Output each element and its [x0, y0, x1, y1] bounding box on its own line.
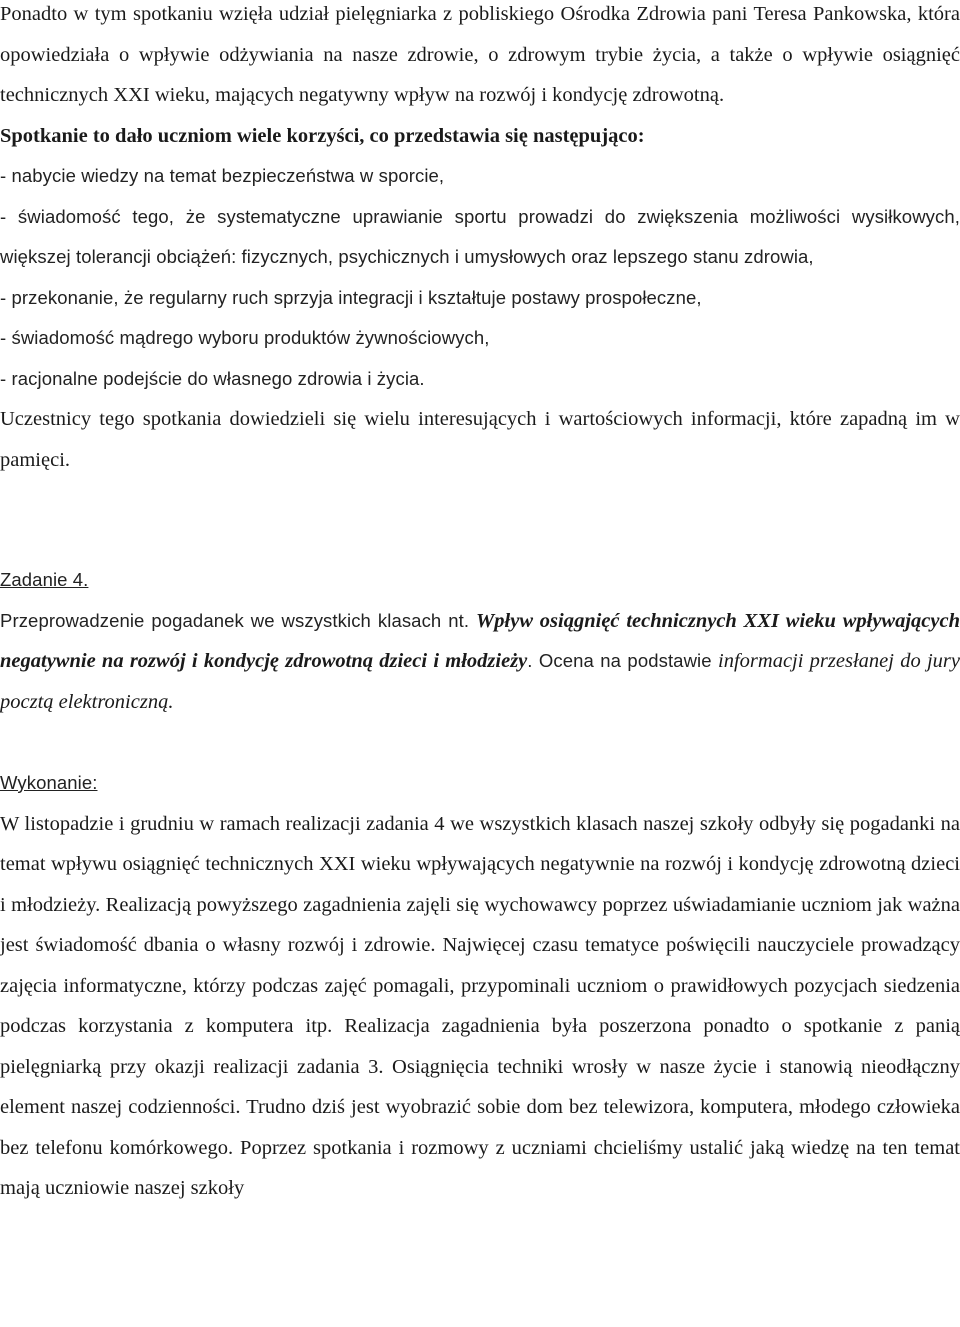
benefits-closing: Uczestnicy tego spotkania dowiedzieli się wielu interesujących i wartościowych informacji, które zapadną im w pamięci. [0, 408, 960, 471]
benefits-list [0, 156, 960, 399]
benefit-item-3: - przekonanie, że regularny ruch sprzyja integracji i kształtuje postawy prospołeczne, [0, 286, 702, 308]
execution-label: Wykonanie: [0, 772, 98, 793]
intro-paragraph: Ponadto w tym spotkaniu wzięła udział pielęgniarka z pobliskiego Ośrodka Zdrowia pani Teresa Pankowska, która opowiedziała o wpływie odżywiania na nasze zdrowie, o zdrowym trybie życia, a także o wpływie osiągnięć technicznych XXI wieku, mających negatywny wpływ na rozwój i kondycję zdrowotną. [0, 3, 960, 106]
benefit-item-2: - świadomość tego, że systematyczne uprawianie sportu prowadzi do zwiększenia możliwości wysiłkowych, większej tolerancji obciążeń: fizycznych, psychicznych i umysłowych oraz lepszego stanu zdrowia, [0, 205, 960, 267]
task-after-topic: . Ocena na podstawie [527, 650, 719, 671]
task-lead: Przeprowadzenie pogadanek we wszystkich klasach nt. [0, 609, 477, 631]
benefit-item-5: - racjonalne podejście do własnego zdrowia i życia. [0, 367, 425, 389]
benefit-item-4: - świadomość mądrego wyboru produktów żywnościowych, [0, 327, 490, 348]
task-topic: Wpływ osiągnięć technicznych XXI wieku wpływających negatywnie na rozwój i kondycję zdrowotną dzieci i młodzieży [0, 609, 960, 672]
execution-paragraph: W listopadzie i grudniu w ramach realizacji zadania 4 we wszystkich klasach naszej szkoły odbyły się pogadanki na temat wpływu osiągnięć technicznych XXI wieku wpływających negatywnie na rozwój i kondycję zdrowotną dzieci i młodzieży. Realizacją powyższego zagadnienia zajęli się wychowawcy poprzez uświadamianie uczniom jak ważna jest świadomość dbania o własny rozwój i zdrowie. Najwięcej czasu tematyce poświęcili nauczyciele prowadzący zajęcia informatyczne, którzy podczas zajęć pomagali, przypominali uczniom o prawidłowych pozycjach siedzenia podczas korzystania z komputera itp. Realizacja zagadnienia była poszerzona ponadto o spotkanie z panią pielęgniarką przy okazji realizacji zadania 3. Osiągnięcia techniki wrosły w nasze życie i stanowią nieodłączny element naszej codzienności. Trudno dziś jest wyobrazić sobie dom bez telewizora, komputera, młodego człowieka bez telefonu komórkowego. Poprzez spotkania i rozmowy z uczniami chcieliśmy ustalić jaką wiedzę na ten temat mają uczniowie naszej szkoły [0, 812, 960, 1199]
task-assessment: informacji przesłanej do jury pocztą elektroniczną. [0, 650, 960, 713]
benefit-item-1: - nabycie wiedzy na temat bezpieczeństwa w sporcie, [0, 165, 445, 186]
task-title: Zadanie 4. [0, 569, 89, 590]
section-spacer [0, 480, 960, 560]
task-description [0, 601, 960, 723]
benefits-heading: Spotkanie to dało uczniom wiele korzyści, co przedstawia się następująco: [0, 124, 645, 147]
section-spacer-2 [0, 722, 960, 763]
